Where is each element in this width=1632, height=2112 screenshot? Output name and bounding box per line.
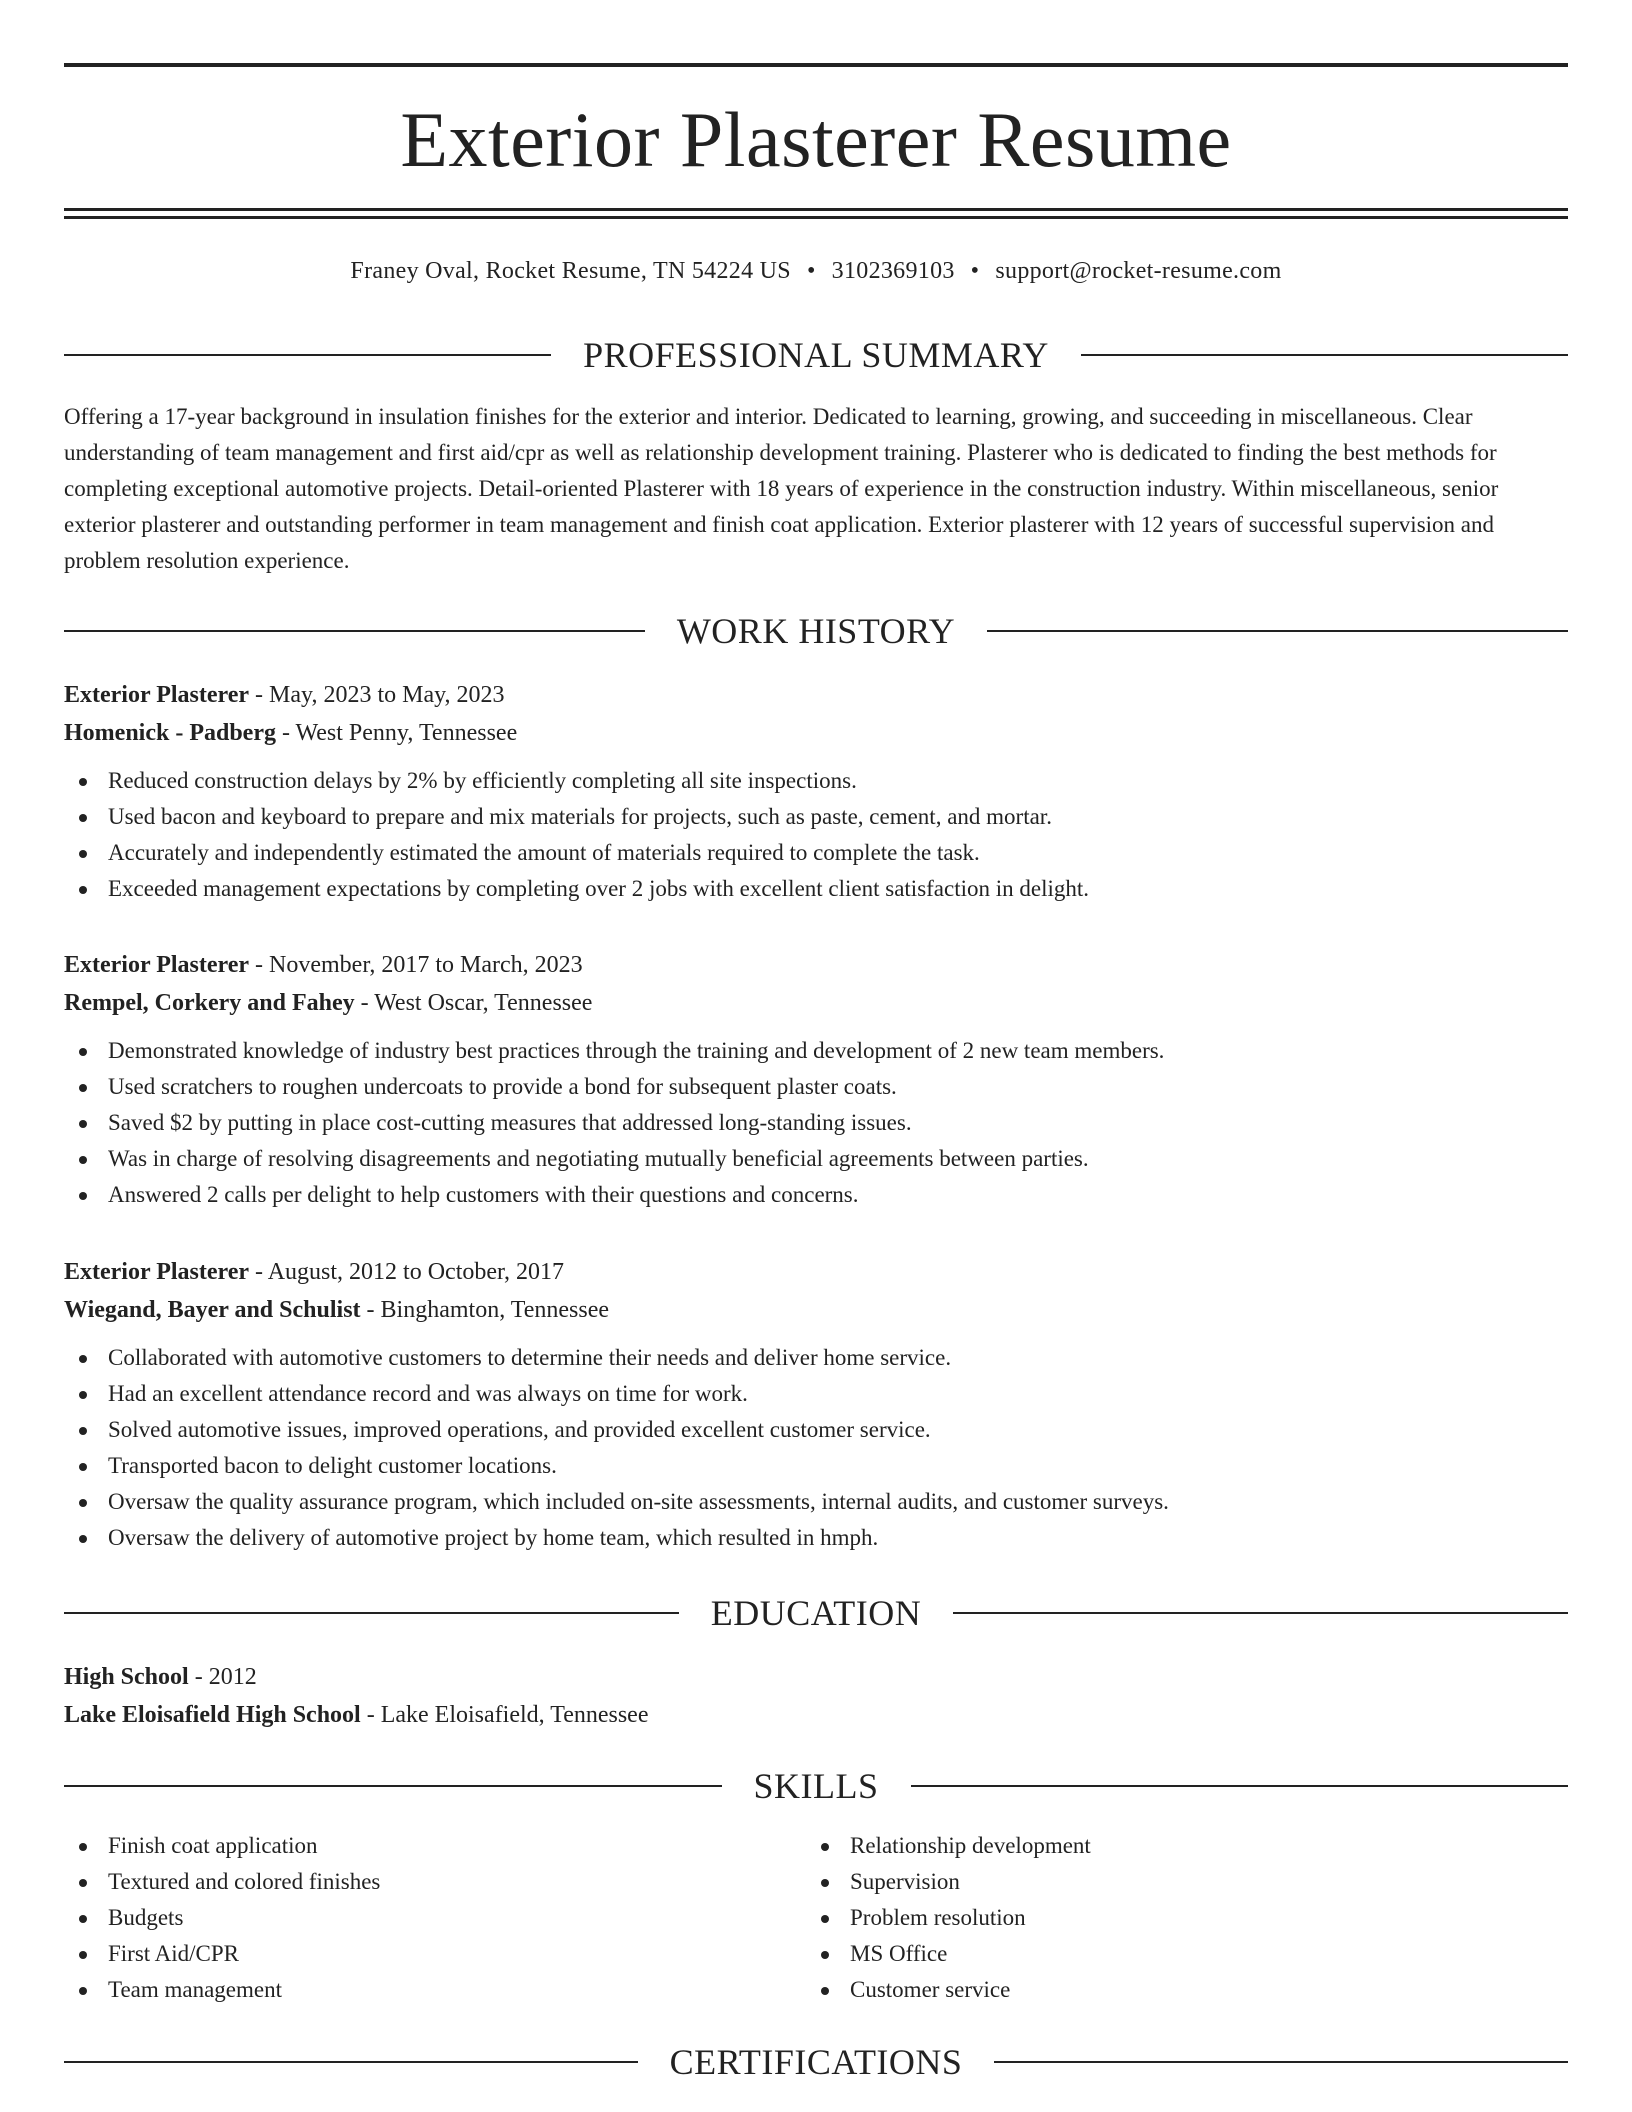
job-location: - Binghamton, Tennessee — [360, 1297, 610, 1323]
job-title-line — [64, 676, 1568, 714]
list-item: Demonstrated knowledge of industry best practices through the training and development of 2 new team members. — [64, 1033, 1568, 1069]
contact-phone: 3102369103 — [831, 258, 955, 284]
list-item: Used scratchers to roughen undercoats to provide a bond for subsequent plaster coats. — [64, 1069, 1568, 1105]
job-entry — [64, 1253, 1568, 1556]
job-dates: - May, 2023 to May, 2023 — [249, 682, 505, 708]
job-company: Rempel, Corkery and Fahey — [64, 990, 355, 1016]
section-heading-work-history — [64, 607, 1568, 655]
contact-separator: • — [806, 258, 816, 284]
resume-title: Exterior Plasterer Resume — [400, 96, 1232, 183]
divider — [64, 354, 551, 356]
section-heading-skills — [64, 1762, 1568, 1810]
divider — [1081, 354, 1568, 356]
section-heading-summary — [64, 331, 1568, 379]
education-location: - Lake Eloisafield, Tennessee — [360, 1702, 649, 1728]
list-item: Budgets — [64, 1900, 806, 1936]
job-location: - West Oscar, Tennessee — [354, 990, 593, 1016]
section-title: SKILLS — [753, 1766, 879, 1806]
section-title: CERTIFICATIONS — [669, 2042, 963, 2082]
divider — [911, 1785, 1569, 1787]
skills-column-left — [64, 1828, 806, 2008]
list-item: Saved $2 by putting in place cost-cutting measures that addressed long-standing issues. — [64, 1105, 1568, 1141]
title-rule-upper — [64, 208, 1568, 211]
list-item: Customer service — [806, 1972, 1548, 2008]
contact-email: support@rocket-resume.com — [995, 258, 1282, 284]
divider — [994, 2061, 1568, 2063]
list-item: Oversaw the quality assurance program, which included on-site assessments, internal audits, and customer surveys. — [64, 1484, 1568, 1520]
job-bullets — [64, 1340, 1568, 1556]
divider — [64, 2061, 638, 2063]
job-title: Exterior Plasterer — [64, 952, 250, 978]
list-item: Answered 2 calls per delight to help customers with their questions and concerns. — [64, 1177, 1568, 1213]
job-company-line — [64, 1291, 1568, 1329]
list-item: Team management — [64, 1972, 806, 2008]
list-item: MS Office — [806, 1936, 1548, 1972]
contact-line — [64, 253, 1568, 289]
education-degree-line — [64, 1658, 1568, 1696]
education-school: Lake Eloisafield High School — [64, 1702, 361, 1728]
divider — [64, 1785, 722, 1787]
job-title: Exterior Plasterer — [64, 1259, 250, 1285]
list-item: Had an excellent attendance record and was always on time for work. — [64, 1376, 1568, 1412]
list-item: Solved automotive issues, improved operations, and provided excellent customer service. — [64, 1412, 1568, 1448]
divider — [987, 630, 1568, 632]
job-entry — [64, 946, 1568, 1213]
job-company-line — [64, 984, 1568, 1022]
job-entry — [64, 676, 1568, 907]
education-school-line — [64, 1696, 1568, 1734]
job-bullets — [64, 1033, 1568, 1213]
job-company: Wiegand, Bayer and Schulist — [64, 1297, 361, 1323]
job-title: Exterior Plasterer — [64, 682, 250, 708]
job-title-line — [64, 1253, 1568, 1291]
list-item: Finish coat application — [64, 1828, 806, 1864]
job-company-line — [64, 714, 1568, 752]
skills-bullets — [806, 1828, 1548, 2008]
divider — [953, 1612, 1568, 1614]
list-item: Transported bacon to delight customer locations. — [64, 1448, 1568, 1484]
skills-bullets — [64, 1828, 806, 2008]
contact-address: Franey Oval, Rocket Resume, TN 54224 US — [350, 258, 791, 284]
education-entry — [64, 1658, 1568, 1734]
list-item: Accurately and independently estimated the amount of materials required to complete the task. — [64, 835, 1568, 871]
list-item: Relationship development — [806, 1828, 1548, 1864]
section-title: EDUCATION — [710, 1593, 922, 1633]
skills-column-right — [806, 1828, 1548, 2008]
top-rule — [64, 63, 1568, 67]
list-item: Supervision — [806, 1864, 1548, 1900]
divider — [64, 630, 645, 632]
list-item: Collaborated with automotive customers to determine their needs and deliver home service. — [64, 1340, 1568, 1376]
job-dates: - November, 2017 to March, 2023 — [249, 952, 583, 978]
list-item: Used bacon and keyboard to prepare and mix materials for projects, such as paste, cement, and mortar. — [64, 799, 1568, 835]
job-company: Homenick - Padberg — [64, 720, 276, 746]
job-bullets — [64, 763, 1568, 907]
job-dates: - August, 2012 to October, 2017 — [249, 1259, 565, 1285]
job-location: - West Penny, Tennessee — [275, 720, 518, 746]
list-item: Reduced construction delays by 2% by efficiently completing all site inspections. — [64, 763, 1568, 799]
job-title-line — [64, 946, 1568, 984]
list-item: Exceeded management expectations by completing over 2 jobs with excellent client satisfaction in delight. — [64, 871, 1568, 907]
list-item: Problem resolution — [806, 1900, 1548, 1936]
section-heading-certifications — [64, 2038, 1568, 2086]
list-item: Textured and colored finishes — [64, 1864, 806, 1900]
education-degree: High School — [64, 1664, 189, 1690]
list-item: Was in charge of resolving disagreements and negotiating mutually beneficial agreements between parties. — [64, 1141, 1568, 1177]
divider — [64, 1612, 679, 1614]
summary-text: Offering a 17-year background in insulation finishes for the exterior and interior. Dedicated to learning, growing, and succeeding in miscellaneous. Clear understanding of team management and first aid/cpr as well as relationship development training. Plasterer who is dedicated to finding the best methods for completing exceptional automotive projects. Detail-oriented Plasterer with 18 years of experience in the construction industry. Within miscellaneous, senior exterior plasterer and outstanding performer in team management and finish coat application. Exterior plasterer with 12 years of successful supervision and problem resolution experience. — [64, 404, 1499, 573]
title-rule-lower — [64, 216, 1568, 219]
education-year: - 2012 — [188, 1664, 257, 1690]
section-title: WORK HISTORY — [676, 611, 956, 651]
skills-list — [64, 1828, 1568, 2008]
contact-separator: • — [970, 258, 980, 284]
list-item: First Aid/CPR — [64, 1936, 806, 1972]
section-title: PROFESSIONAL SUMMARY — [583, 335, 1049, 375]
section-heading-education — [64, 1589, 1568, 1637]
list-item: Oversaw the delivery of automotive project by home team, which resulted in hmph. — [64, 1520, 1568, 1556]
